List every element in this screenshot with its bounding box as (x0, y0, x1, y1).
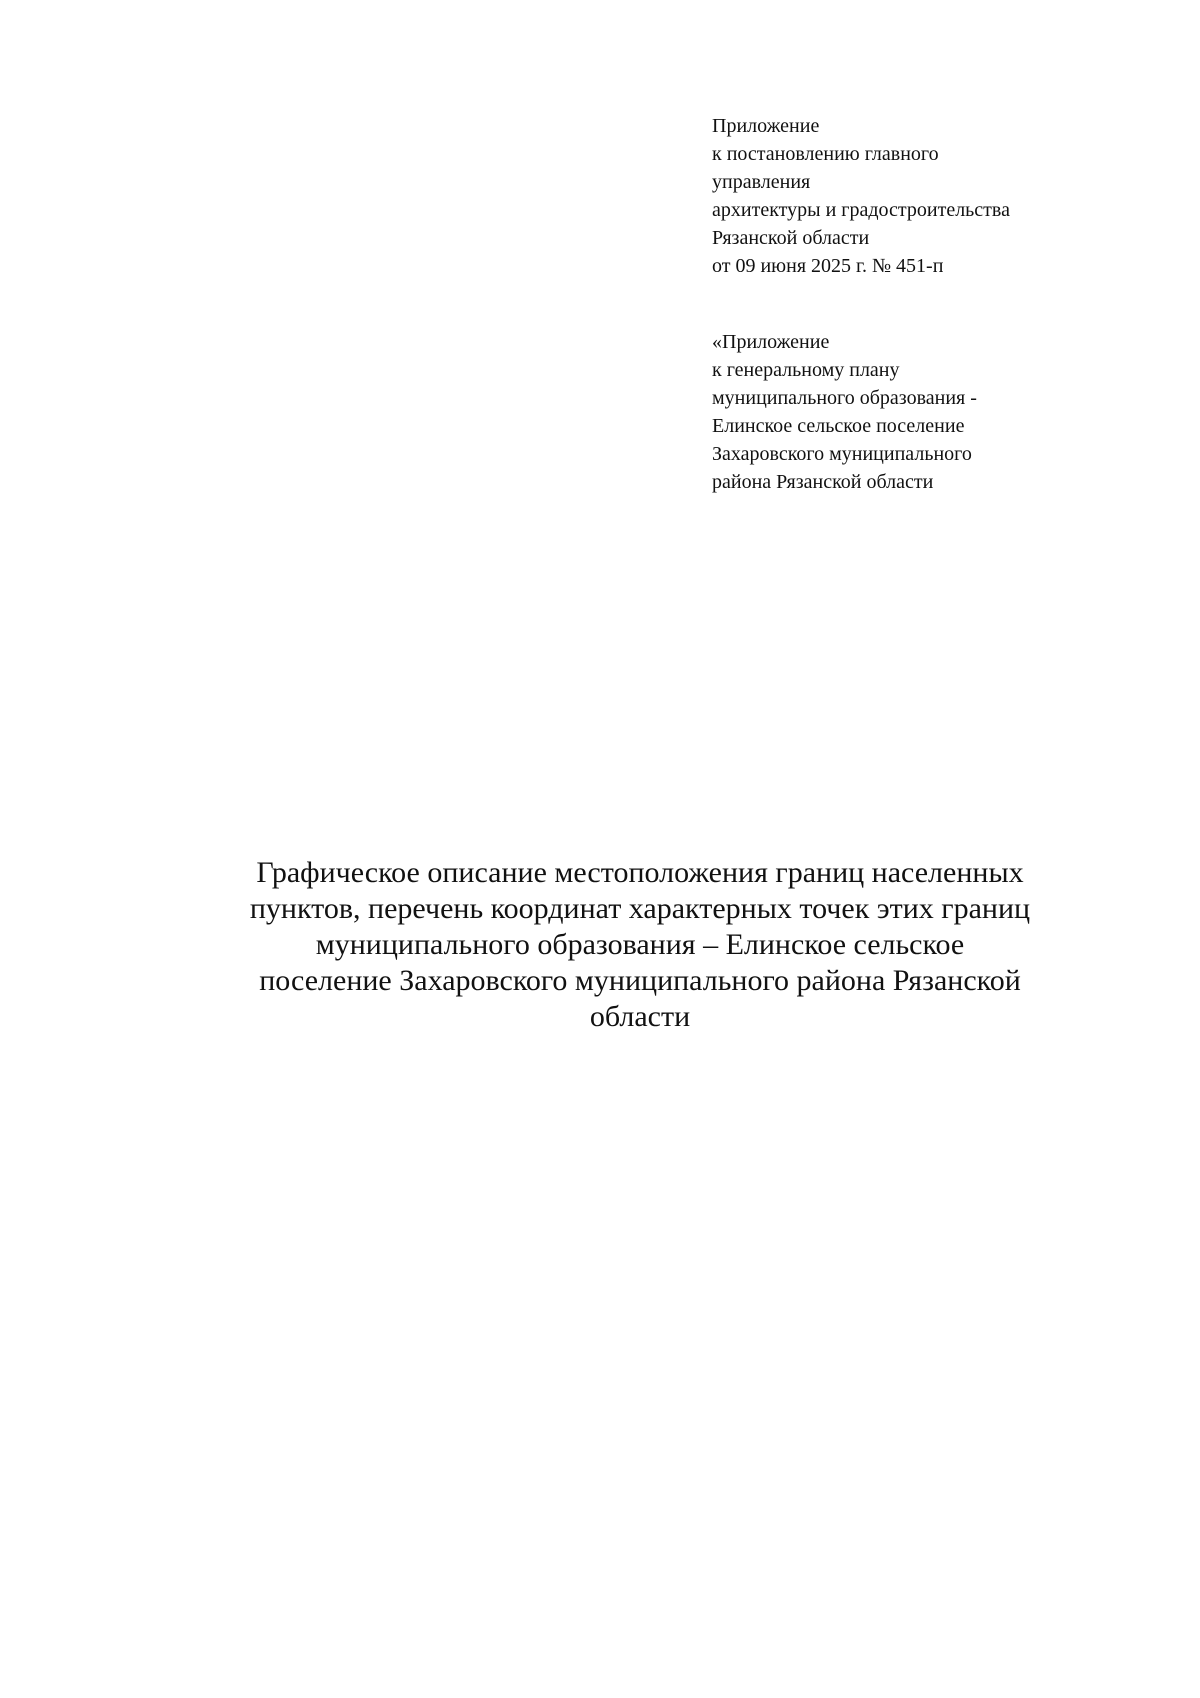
approval-annex-header (712, 112, 1152, 280)
title-line: муниципального образования – Елинское сельское (315, 928, 965, 961)
title-line: пунктов, перечень координат характерных точек этих границ (249, 892, 1031, 925)
approval-line: Приложение (712, 115, 820, 137)
approval-line: архитектуры и градостроительства (712, 199, 1010, 221)
title-line: поселение Захаровского муниципального района Рязанской (259, 964, 1021, 997)
annex-line: к генеральному плану (712, 359, 900, 381)
annex-line: Захаровского муниципального (712, 443, 972, 465)
annex-line: «Приложение (712, 331, 830, 353)
document-title (160, 855, 1120, 1035)
approval-line: управления (712, 171, 811, 193)
approval-date-number: от 09 июня 2025 г. № 451-п (712, 255, 944, 277)
approval-line: Рязанской области (712, 227, 870, 249)
approval-line: к постановлению главного (712, 143, 939, 165)
general-plan-annex-header (712, 328, 1152, 496)
title-line: области (589, 1000, 691, 1033)
title-line: Графическое описание местоположения границ населенных (256, 856, 1024, 889)
annex-line: Елинское сельское поселение (712, 415, 965, 437)
annex-line: муниципального образования - (712, 387, 977, 409)
annex-line: района Рязанской области (712, 471, 934, 493)
